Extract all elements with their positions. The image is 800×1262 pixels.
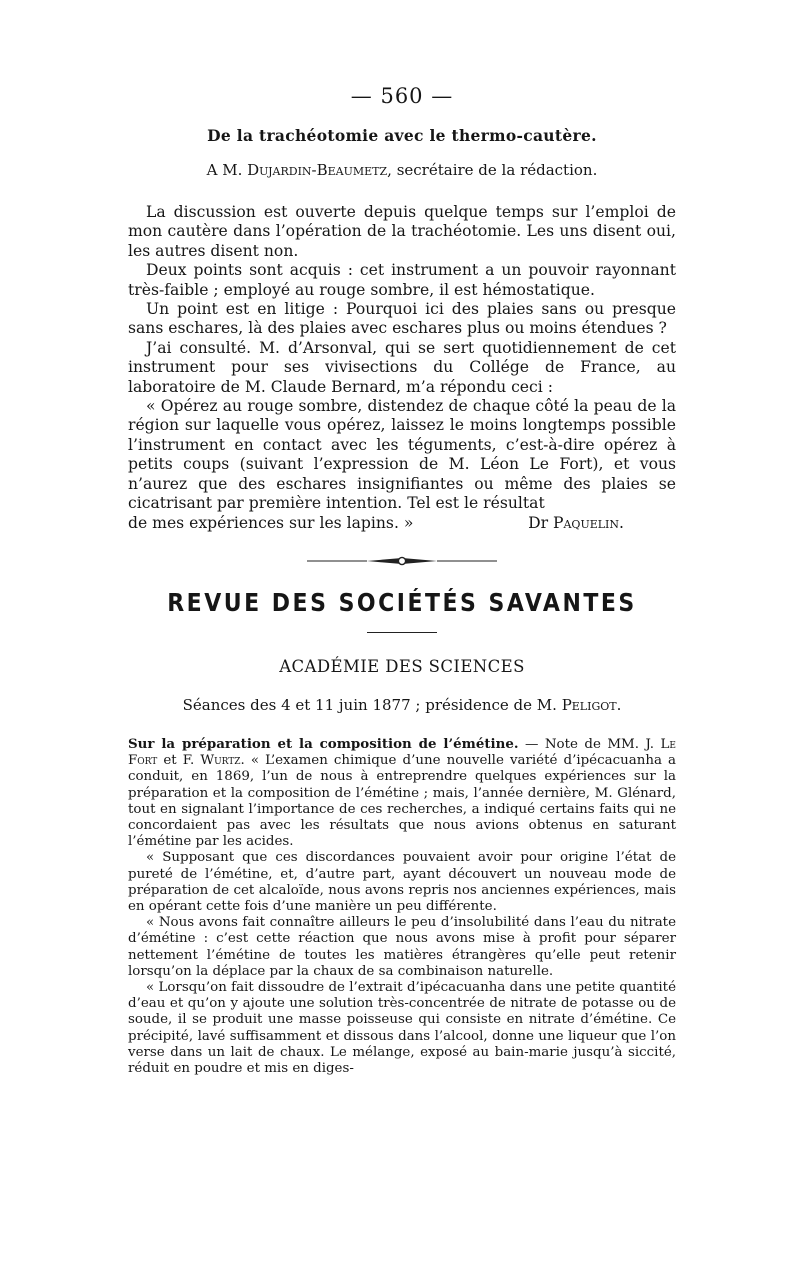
closing-line: de mes expériences sur les lapins. » <box>128 513 414 532</box>
ornamental-divider <box>128 555 676 567</box>
section-title: REVUE DES SOCIÉTÉS SAVANTES <box>167 589 637 618</box>
article-paragraph: « Opérez au rouge sombre, distendez de chaque côté la peau de la région sur laquelle vous opérez, laissez le moins longtemps possible l’instrument en contact avec les téguments, c’est-à-dire opérez à petits coups (suivant l’expression de M. Léon Le Fort), et vous n’aurez que des eschares insignifiantes ou même des plaies se cicatrisant par première intention. Tel est le résultat <box>128 397 676 513</box>
report-title: Sur la préparation et la composition de l’émétine. <box>128 735 519 752</box>
signature-line <box>128 514 676 533</box>
report-body <box>128 736 676 1077</box>
report-first-paragraph <box>128 736 676 850</box>
address-line <box>128 161 676 179</box>
report-first-text: « L’examen chimique d’une nouvelle variété d’ipécacuanha a conduit, en 1869, l’un de nous à entreprendre quelques expériences sur la préparation et la composition de l’émétine ; mais, l’année dernière, M. Glénard, tout en signalant l’importance de ces recherches, a indiqué certains faits qui ne concordaient pas avec les résultats que nous avions obtenus en saturant l’émétine par les acides. <box>128 753 676 850</box>
report-paragraph: « Lorsqu’on fait dissoudre de l’extrait d’ipécacuanha dans une petite quantité d’eau et qu’on y ajoute une solution très-concentrée de nitrate de potasse ou de soude, il se produit une masse poisseuse qui consiste en nitrate d’émétine. Ce précipité, lavé suffisamment et dissous dans l’alcool, donne une liqueur que l’on verse dans un lait de chaux. Le mélange, exposé au bain-marie jusqu’à siccité, réduit en poudre et mis en diges- <box>128 979 676 1076</box>
signature-name: Paquelin. <box>553 513 624 532</box>
article-paragraph: Deux points sont acquis : cet instrument a un pouvoir rayonnant très-faible ; employé au rouge sombre, il est hémostatique. <box>128 261 676 299</box>
report-paragraph: « Supposant que ces discordances pouvaient avoir pour origine l’état de pureté de l’émétine, et, d’autre part, ayant découvert un nouveau mode de préparation de cet alcaloïde, nous avons repris nos anciennes expériences, mais en opérant cette fois d’une manière un peu différente. <box>128 850 676 914</box>
report-author-1: Le Fort <box>128 736 676 769</box>
article-paragraph: La discussion est ouverte depuis quelque temps sur l’emploi de mon cautère dans l’opération de la trachéotomie. Les uns disent oui, les autres disent non. <box>128 203 676 260</box>
address-suffix: secrétaire de la rédaction. <box>391 161 598 179</box>
article-title: De la trachéotomie avec le thermo-cautère. <box>207 126 597 145</box>
short-rule <box>367 632 437 633</box>
sessions-text: Séances des 4 et 11 juin 1877 ; présidence de M. <box>182 695 562 714</box>
article-paragraph: J’ai consulté. M. d’Arsonval, qui se sert quotidiennement de cet instrument pour ses vivisections du Collége de France, au laboratoire de M. Claude Bernard, m’a répondu ceci : <box>128 338 676 396</box>
divider-ornament-icon <box>307 556 497 566</box>
article-body <box>128 203 676 533</box>
report-paragraph: « Nous avons fait connaître ailleurs le peu d’insolubilité dans l’eau du nitrate d’émétine : c’est cette réaction que nous avons mise à profit pour séparer nettement l’émétine de toutes les matières étrangères qu’elle peut retenir lorsqu’on la déplace par la chaux de sa combinaison naturelle. <box>128 915 676 979</box>
signature-title: Dr <box>528 513 549 532</box>
address-prefix: A M. <box>206 161 248 179</box>
address-name: Dujardin-Beaumetz, <box>247 161 392 179</box>
article-paragraph: Un point est en litige : Pourquoi ici des plaies sans ou presque sans eschares, là des plaies avec eschares plus ou moins étendues ? <box>128 300 676 338</box>
sessions-line <box>128 696 676 714</box>
report-author-2: Wurtz. <box>200 753 245 769</box>
signature <box>528 514 676 533</box>
report-and: et F. <box>157 753 201 769</box>
president-name: Peligot. <box>561 695 622 714</box>
page-number: — 560 — <box>350 84 454 108</box>
report-intro: — Note de MM. J. <box>518 736 661 752</box>
book-page <box>128 84 676 1077</box>
academy-heading: ACADÉMIE DES SCIENCES <box>279 656 525 676</box>
